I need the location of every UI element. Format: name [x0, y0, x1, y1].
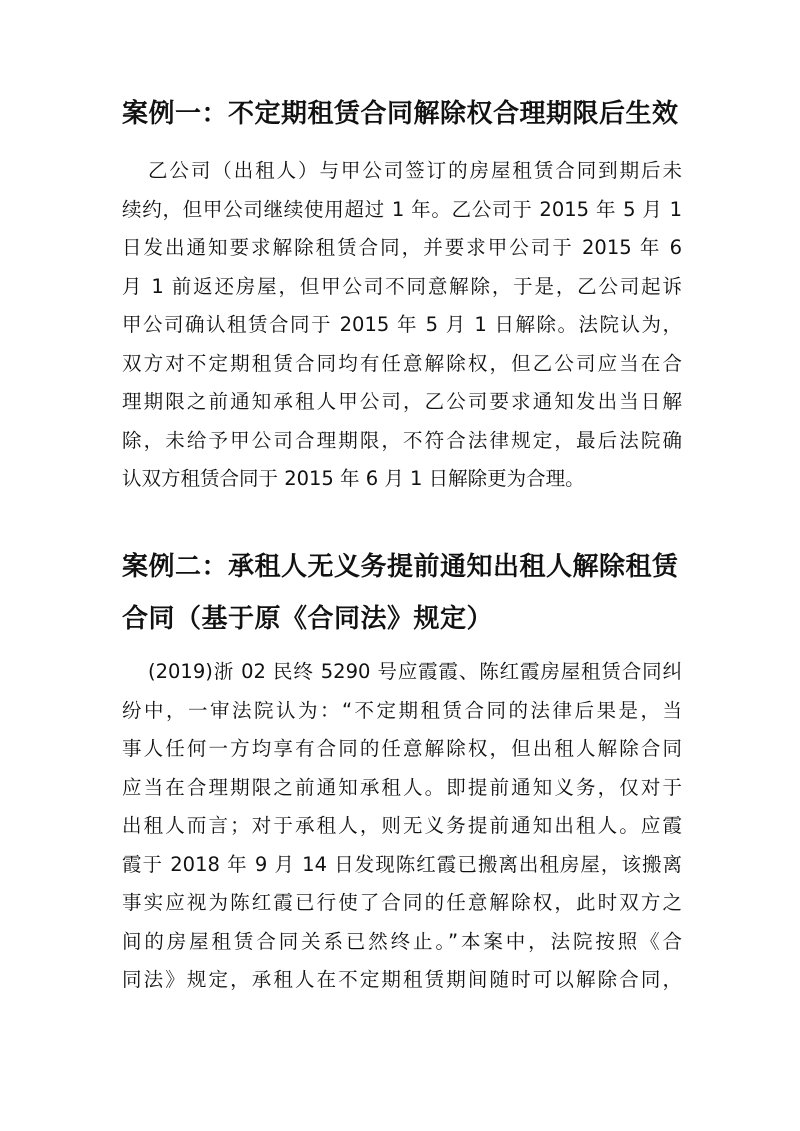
paragraph-line: 乙公司（出租人）与甲公司签订的房屋租赁合同到期后未 — [148, 159, 682, 182]
paragraph-line: 甲公司确认租赁合同于 2015 年 5 月 1 日解除。法院认为， — [122, 313, 682, 336]
case1-heading: 案例一：不定期租赁合同解除权合理期限后生效 — [122, 99, 679, 129]
paragraph-line: 续约，但甲公司继续使用超过 1 年。乙公司于 2015 年 5 月 1 — [122, 197, 682, 221]
paragraph-line: 同法》规定，承租人在不定期租赁期间随时可以解除合同， — [122, 968, 682, 991]
paragraph-line: 认双方租赁合同于 2015 年 6 月 1 日解除更为合理。 — [122, 467, 585, 490]
paragraph-line: 霞于 2018 年 9 月 14 日发现陈红霞已搬离出租房屋，该搬离 — [122, 852, 682, 876]
paragraph-line: 间的房屋租赁合同关系已然终止。”本案中，法院按照《合 — [122, 929, 682, 953]
case2-paragraph — [122, 653, 682, 1000]
paragraph-line: (2019)浙 02 民终 5290 号应霞霞、陈红霞房屋租赁合同纠 — [148, 660, 682, 683]
paragraph-line: 事实应视为陈红霞已行使了合同的任意解除权，此时双方之 — [122, 891, 682, 914]
case1-paragraph — [122, 152, 682, 499]
case2-heading — [122, 541, 692, 645]
paragraph-line: 除，未给予甲公司合理期限，不符合法律规定，最后法院确 — [122, 428, 682, 452]
paragraph-line: 日发出通知要求解除租赁合同，并要求甲公司于 2015 年 6 — [122, 236, 682, 259]
paragraph-line: 纷中，一审法院认为：“不定期租赁合同的法律后果是，当 — [122, 698, 682, 722]
paragraph-line: 月 1 前返还房屋，但甲公司不同意解除，于是，乙公司起诉 — [122, 274, 682, 298]
paragraph-line: 出租人而言；对于承租人，则无义务提前通知出租人。应霞 — [122, 814, 682, 837]
paragraph-line: 理期限之前通知承租人甲公司，乙公司要求通知发出当日解 — [122, 390, 682, 413]
case2-heading-line2: 合同（基于原《合同法》规定） — [122, 604, 494, 634]
paragraph-line: 双方对不定期租赁合同均有任意解除权，但乙公司应当在合 — [122, 351, 682, 375]
paragraph-line: 事人任何一方均享有合同的任意解除权，但出租人解除合同 — [122, 737, 682, 760]
case2-heading-line1: 案例二：承租人无义务提前通知出租人解除租赁 — [122, 552, 679, 582]
paragraph-line: 应当在合理期限之前通知承租人。即提前通知义务，仅对于 — [122, 775, 682, 799]
